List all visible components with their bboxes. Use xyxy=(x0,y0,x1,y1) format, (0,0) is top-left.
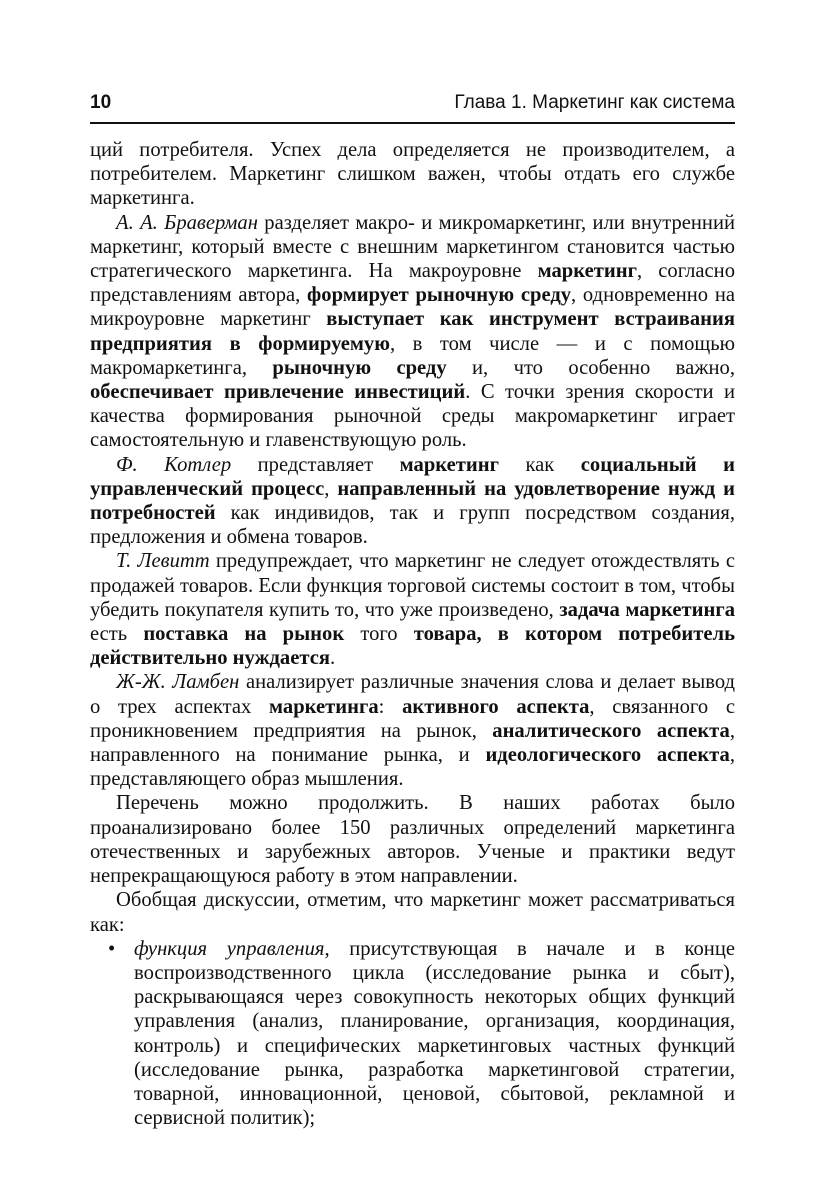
emphasis: социальный и управленческий процесс xyxy=(90,453,735,500)
page-header xyxy=(90,88,735,124)
paragraph-continuation: ций потребителя. Успех дела определяется не производителем, а потребителем. Маркетинг слишком важен, чтобы отдать его службе маркетинга. xyxy=(90,139,735,210)
author-name: Ф. Котлер xyxy=(116,453,232,476)
emphasis: направленный на удовлетворение нужд и потребностей xyxy=(90,477,735,525)
list-item-term: функция управления xyxy=(134,937,325,960)
paragraph-levitt: Т. Левитт предупреждает, что маркетинг не следует отождествлять с продажей товаров. Если функция торговой системы состоит в том, чтобы убедить покупателя купить то, что уже произведено, задача маркетинга есть поставка на рынок того товара, в котором потребитель действительно нуждается. xyxy=(90,550,735,670)
paragraph-lambin: Ж-Ж. Ламбен анализирует различные значения слова и делает вывод о трех аспектах маркетинга: активного аспекта, связанного с проникновением предприятия на рынок, аналитического аспекта, направленного на понимание рынка, и идеологического аспекта, представляющего образ мышления. xyxy=(90,671,736,791)
emphasis: формирует рыночную среду xyxy=(307,284,572,307)
author-name: Ж-Ж. Ламбен xyxy=(116,671,240,694)
emphasis: товара, в котором потребитель действительно нуждается xyxy=(90,623,735,670)
emphasis: маркетинг xyxy=(537,260,637,283)
emphasis: задача маркетинга xyxy=(559,598,735,621)
paragraph-braverman: А. А. Браверман разделяет макро- и микромаркетинг, или внутренний маркетинг, который вместе с внешним маркетингом становится частью стратегического маркетинга. На макроуровне маркетинг, согласно представлениям автора, формирует рыночную среду, одновременно на микроуровне маркетинг выступает как инструмент встраивания предприятия в формируемую, в том числе — и с помощью макромаркетинга, рыночную среду и, что особенно важно, обеспечивает привлечение инвестиций. С точки зрения скорости и качества формирования рыночной среды макромаркетинг играет самостоятельную и главенствующую роль. xyxy=(90,211,736,452)
emphasis: идеологического аспекта xyxy=(485,744,730,767)
author-name: Т. Левитт xyxy=(116,550,210,573)
emphasis: рыночную среду xyxy=(272,356,447,379)
paragraph-list-intro: Обобщая дискуссии, отметим, что маркетинг может рассматриваться как: xyxy=(90,889,735,936)
emphasis: обеспечивает привлечение инвестиций xyxy=(90,381,466,404)
body-text xyxy=(90,138,735,1130)
author-name: А. А. Браверман xyxy=(116,211,258,234)
list-item: • функция управления, присутствующая в начале и в конце воспроизводственного цикла (исследование рынка и сбыт), раскрывающаяся через совокупность некоторых общих функций управления (анализ, планирование, организация, координация, контроль) и специфических маркетинговых частных функций (исследование рынка, разработка маркетинговой стратегии, товарной, инновационной, ценовой, сбытовой, рекламной и сервисной политик); xyxy=(90,937,735,1131)
page-number: 10 xyxy=(90,92,112,113)
paragraph-kotler: Ф. Котлер представляет маркетинг как социальный и управленческий процесс, направленный на удовлетворение нужд и потребностей как индивидов, так и групп посредством создания, предложения и обмена товаров. xyxy=(90,453,735,549)
emphasis: маркетинга xyxy=(269,695,379,718)
running-title: Глава 1. Маркетинг как система xyxy=(454,92,735,113)
emphasis: аналитического аспекта xyxy=(492,719,730,742)
emphasis: выступает как инструмент встраивания предприятия в формируемую xyxy=(90,308,736,355)
paragraph-summary: Перечень можно продолжить. В наших работах было проанализировано более 150 различных определений маркетинга отечественных и зарубежных авторов. Ученые и практики ведут непрекращающуюся работу в этом направлении. xyxy=(90,792,735,888)
emphasis: маркетинг xyxy=(399,453,499,476)
definition-list xyxy=(90,937,735,1131)
emphasis: поставка на рынок xyxy=(143,623,345,646)
emphasis: активного аспекта xyxy=(402,695,590,718)
